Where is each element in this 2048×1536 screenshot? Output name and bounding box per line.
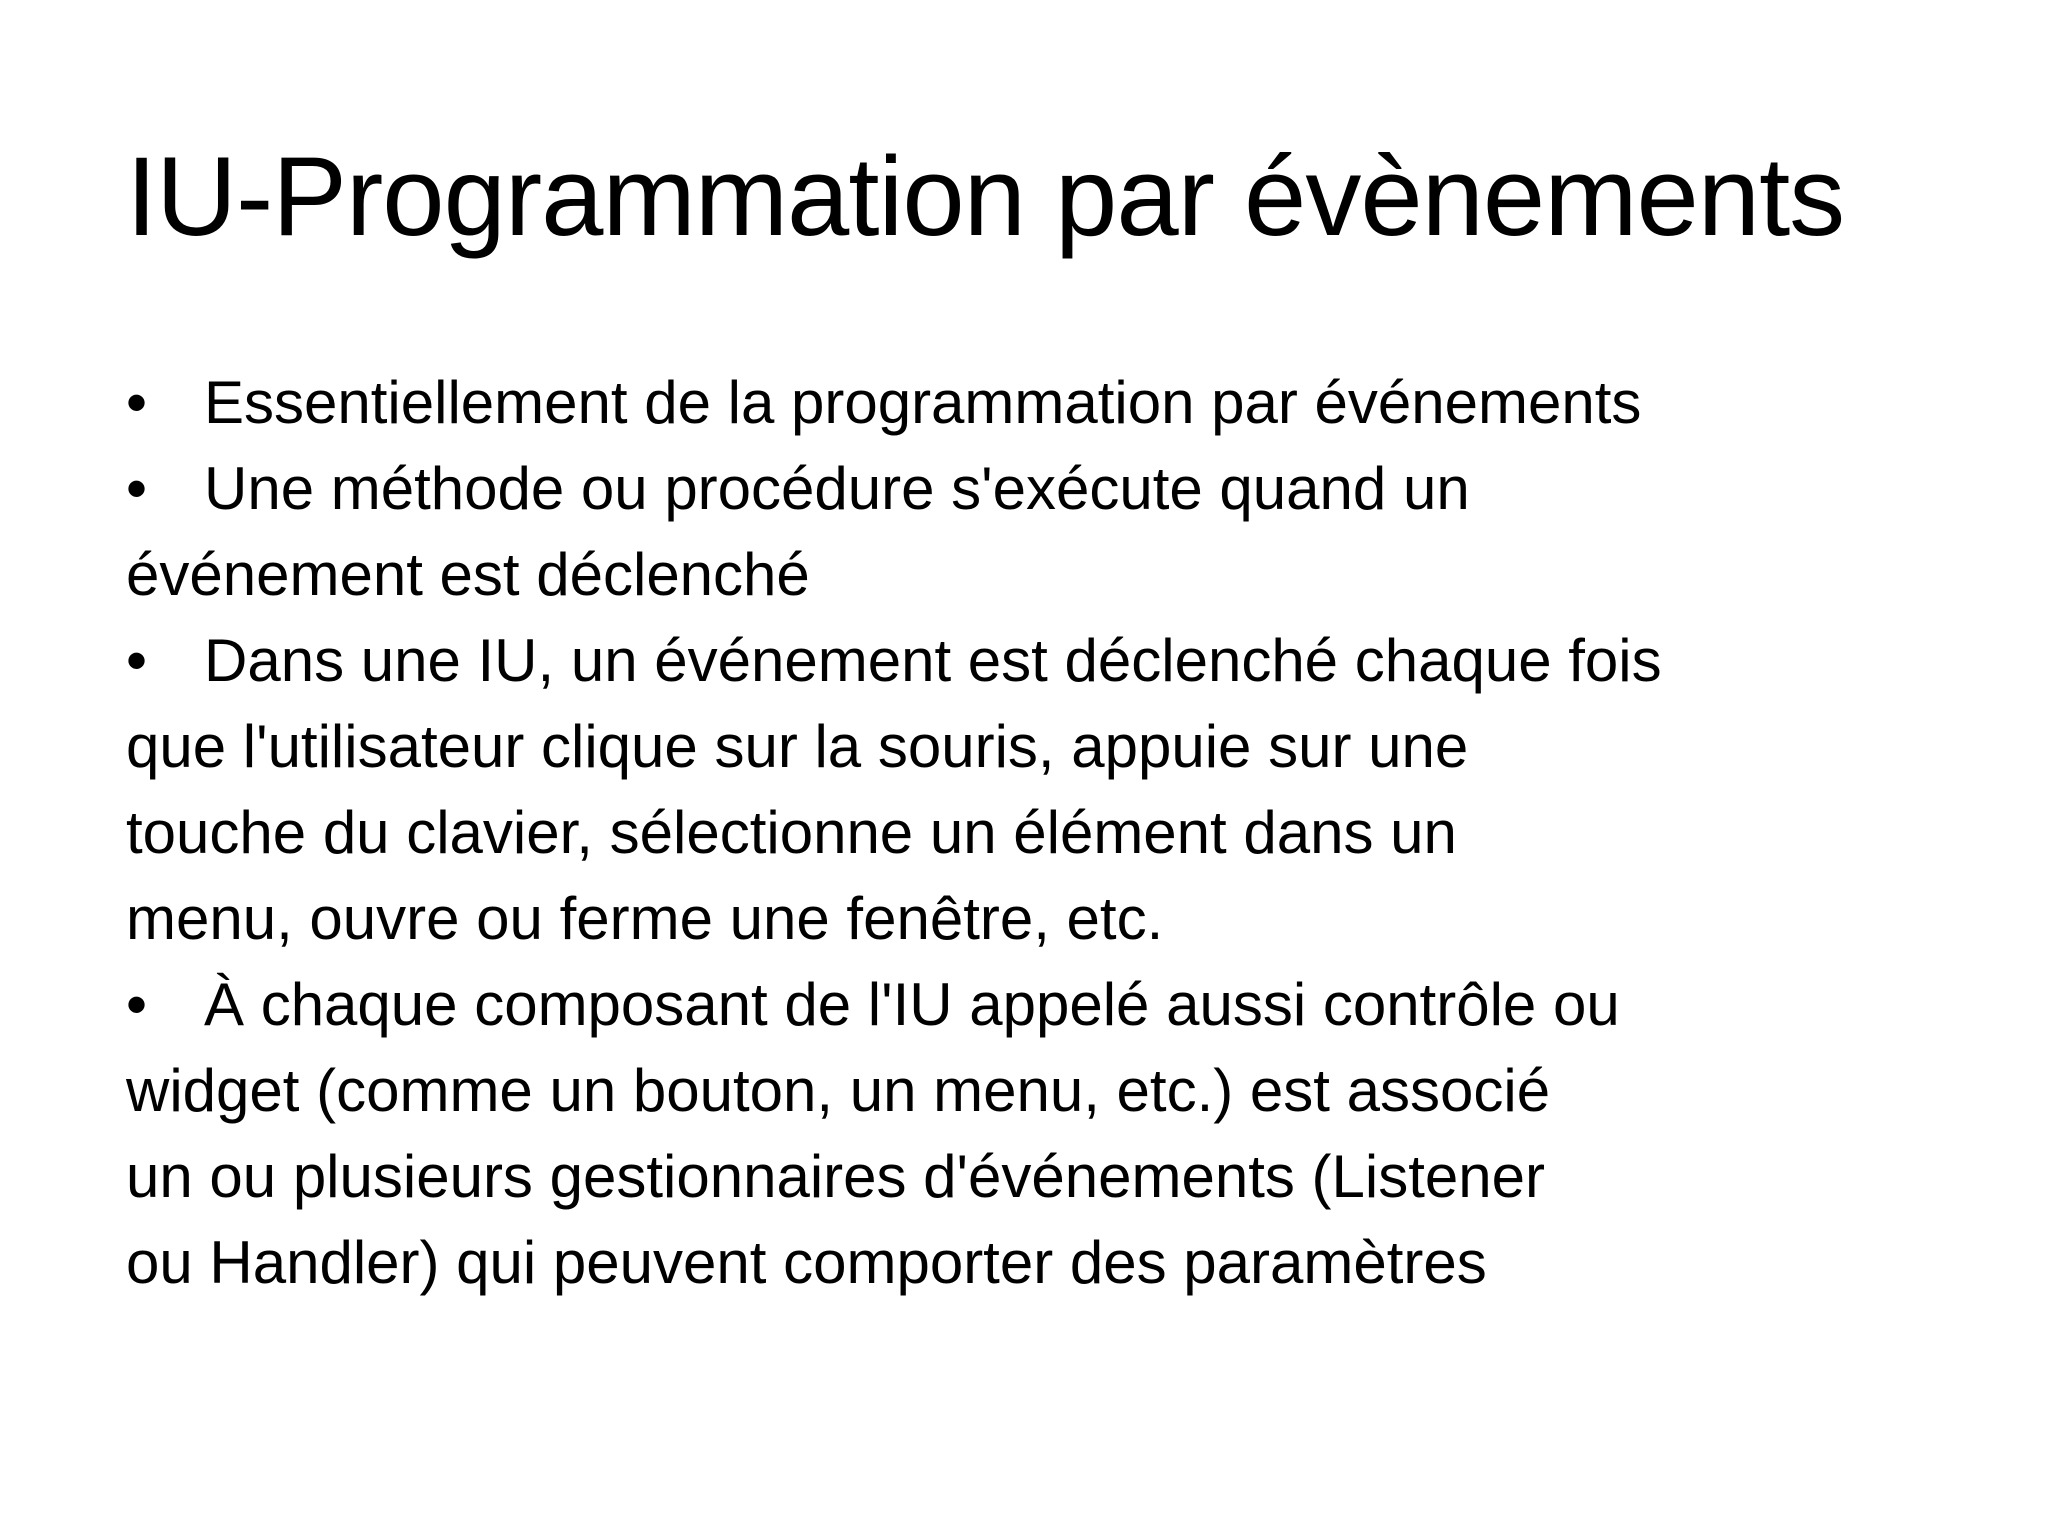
bullet-continuation-line: touche du clavier, sélectionne un élément dans un (126, 799, 1457, 866)
bullet-text: À chaque composant de l'IU appelé aussi contrôle ou (204, 971, 1620, 1038)
bullet-marker: • (126, 627, 148, 694)
bullet-line (126, 446, 1846, 532)
bullet-text: Une méthode ou procédure s'exécute quand un (204, 455, 1470, 522)
bullet-line (126, 962, 1846, 1048)
bullet-continuation-line: que l'utilisateur clique sur la souris, appuie sur une (126, 713, 1469, 780)
bullet-continuation-line: ou Handler) qui peuvent comporter des paramètres (126, 1229, 1487, 1296)
slide-title: IU-Programmation par évènements (126, 134, 1845, 259)
bullet-marker: • (126, 369, 148, 436)
slide-body (126, 360, 1846, 1306)
bullet-continuation-line: un ou plusieurs gestionnaires d'événements (Listener (126, 1143, 1545, 1210)
bullet-marker: • (126, 455, 148, 522)
bullet-continuation-line: événement est déclenché (126, 541, 810, 608)
bullet-line (126, 618, 1846, 704)
bullet-continuation-line: widget (comme un bouton, un menu, etc.) est associé (126, 1057, 1551, 1124)
bullet-line (126, 360, 1846, 446)
bullet-continuation-line: menu, ouvre ou ferme une fenêtre, etc. (126, 885, 1164, 952)
bullet-text: Essentiellement de la programmation par événements (204, 369, 1642, 436)
bullet-marker: • (126, 971, 148, 1038)
bullet-text: Dans une IU, un événement est déclenché chaque fois (204, 627, 1662, 694)
